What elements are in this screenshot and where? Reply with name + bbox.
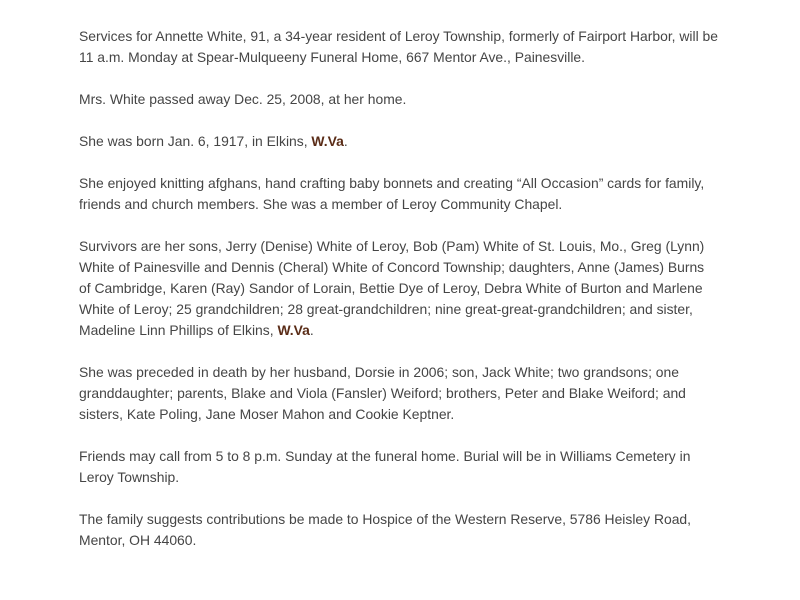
contributions-paragraph: The family suggests contributions be made to Hospice of the Western Reserve, 5786 Heisley Road, Mentor, OH 44060.: [79, 511, 692, 548]
state-keyword-link[interactable]: W.Va: [311, 133, 344, 149]
state-keyword-link[interactable]: W.Va: [277, 322, 310, 338]
obituary-article: [79, 26, 719, 572]
death-paragraph: Mrs. White passed away Dec. 25, 2008, at her home.: [79, 91, 407, 107]
preceded-paragraph: She was preceded in death by her husband, Dorsie in 2006; son, Jack White; two grandsons; one granddaughter; parents, Blake and Viola (Fansler) Weiford; brothers, Peter and Blake Weiford; and sisters, Kate Poling, Jane Moser Mahon and Cookie Keptner.: [79, 364, 686, 422]
visitation-paragraph: Friends may call from 5 to 8 p.m. Sunday at the funeral home. Burial will be in Williams Cemetery in Leroy Township.: [79, 448, 691, 485]
birth-text: She was born Jan. 6, 1917, in Elkins,: [79, 133, 312, 149]
survivors-text: Survivors are her sons, Jerry (Denise) White of Leroy, Bob (Pam) White of St. Louis, Mo., Greg (Lynn) White of Painesville and Dennis (Cheral) White of Concord Township; daughters, Anne (James) Burns of Cambridge, Karen (Ray) Sandor of Lorain, Bettie Dye of Leroy, Debra White of Burton and Marlene White of Leroy; 25 grandchildren; 28 great-grandchildren; nine great-great-grandchildren; and sister, Madeline Linn Phillips of Elkins,: [79, 238, 705, 338]
birth-tail: .: [343, 133, 348, 149]
services-paragraph: Services for Annette White, 91, a 34-year resident of Leroy Township, formerly of Fairport Harbor, will be 11 a.m. Monday at Spear-Mulqueeny Funeral Home, 667 Mentor Ave., Painesville.: [79, 28, 719, 65]
survivors-tail: .: [309, 322, 314, 338]
birth-paragraph: [79, 131, 719, 152]
hobbies-paragraph: She enjoyed knitting afghans, hand crafting baby bonnets and creating “All Occasion” cards for family, friends and church members. She was a member of Leroy Community Chapel.: [79, 175, 705, 212]
survivors-paragraph: [79, 236, 719, 341]
